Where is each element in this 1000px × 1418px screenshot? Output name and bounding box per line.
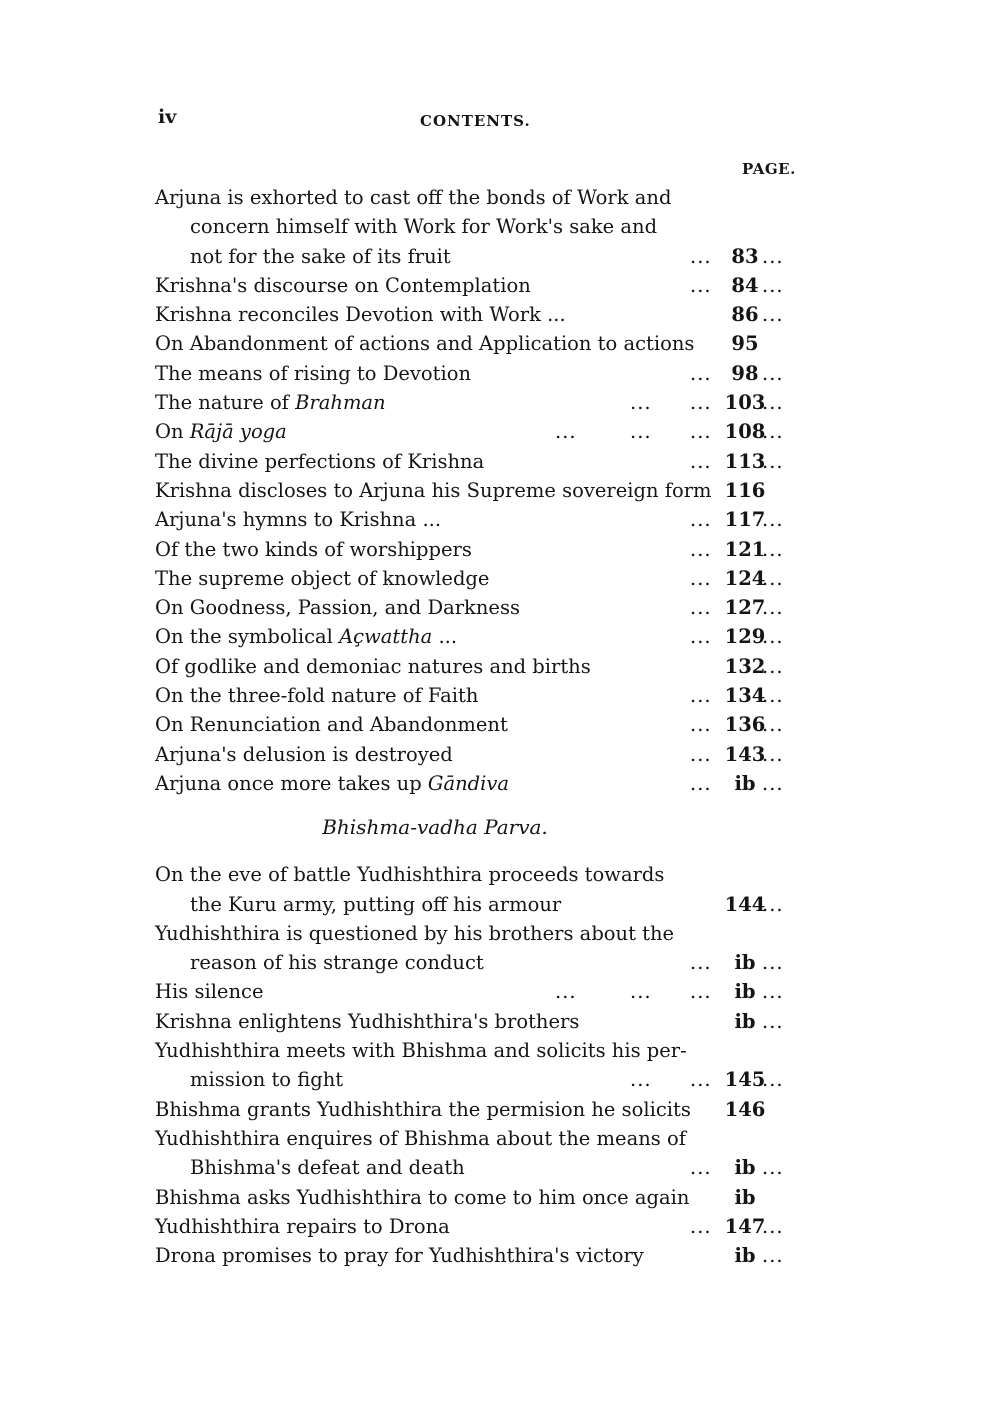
toc-entry-text: Of the two kinds of worshippers ... ... bbox=[155, 535, 785, 564]
toc-entry-text: Of godlike and demoniac natures and births ... bbox=[155, 652, 785, 681]
leader-dots: ... ... bbox=[690, 361, 784, 385]
toc-entry bbox=[155, 417, 785, 446]
toc-page-number: 95 bbox=[731, 332, 759, 356]
toc-entry bbox=[155, 860, 785, 919]
toc-entry bbox=[155, 1212, 785, 1241]
page-column-label: PAGE. bbox=[742, 160, 796, 178]
toc-entry-text: Krishna's discourse on Contemplation ... ... bbox=[155, 271, 785, 300]
leader-dots: ... ... bbox=[690, 508, 784, 532]
toc-entry-text: Arjuna's delusion is destroyed ... ... bbox=[155, 740, 785, 769]
leader-dots: ... ... ... bbox=[630, 391, 784, 415]
toc-entry-text: The supreme object of knowledge ... ... bbox=[155, 564, 785, 593]
toc-entry bbox=[155, 710, 785, 739]
leader-dots: ... ... bbox=[690, 244, 784, 268]
toc-entry-text: The nature of Brahman ... ... ... bbox=[155, 388, 785, 417]
italic-term: Gāndiva bbox=[427, 771, 510, 795]
leader-dots: ... ... bbox=[690, 537, 784, 561]
toc-page-number: 108 bbox=[724, 420, 766, 444]
leader-dots: ... ... ... bbox=[630, 1068, 784, 1092]
toc-entry bbox=[155, 1124, 785, 1183]
toc-page-number: ib bbox=[734, 1156, 756, 1180]
toc-entry-text: Krishna reconciles Devotion with Work ... ... bbox=[155, 300, 785, 329]
table-of-contents bbox=[155, 183, 785, 1270]
italic-term: Açwattha bbox=[339, 625, 433, 649]
toc-entry bbox=[155, 329, 785, 358]
toc-entry bbox=[155, 183, 785, 271]
toc-entry-text: Arjuna once more takes up Gāndiva ... ... bbox=[155, 769, 785, 798]
leader-dots: ... ... bbox=[690, 771, 784, 795]
toc-entry-text: concern himself with Work for Work's sake and bbox=[190, 215, 658, 239]
leader-dots: ... bbox=[762, 654, 784, 678]
leader-dots: ... ... bbox=[690, 566, 784, 590]
toc-entry bbox=[155, 476, 785, 505]
toc-page-number: 132 bbox=[724, 654, 766, 678]
toc-entry bbox=[155, 1183, 785, 1212]
toc-page-number: 83 bbox=[731, 244, 759, 268]
toc-page-number: ib bbox=[734, 1009, 756, 1033]
toc-entry bbox=[155, 977, 785, 1006]
leader-dots: ... bbox=[762, 303, 784, 327]
toc-page-number: 124 bbox=[724, 566, 766, 590]
leader-dots: ... ... bbox=[690, 273, 784, 297]
toc-entry bbox=[155, 359, 785, 388]
toc-entry-text: On the three-fold nature of Faith ... ... bbox=[155, 681, 785, 710]
toc-page-number: 143 bbox=[724, 742, 766, 766]
toc-entry-text: The means of rising to Devotion ... ... bbox=[155, 359, 785, 388]
leader-dots: ... bbox=[762, 1244, 784, 1268]
toc-entry-text: Bhishma grants Yudhishthira the permision he solicits bbox=[155, 1097, 691, 1121]
toc-entry bbox=[155, 681, 785, 710]
toc-page-number: 146 bbox=[724, 1097, 766, 1121]
toc-entry-text: mission to fight ... ... ... bbox=[155, 1065, 785, 1094]
toc-entry-text: Yudhishthira meets with Bhishma and solicits his per- bbox=[155, 1039, 687, 1063]
toc-entry-text: On Abandonment of actions and Application to actions bbox=[155, 332, 695, 356]
toc-entry bbox=[155, 652, 785, 681]
leader-dots: ... bbox=[762, 1009, 784, 1033]
toc-entry-text: On Goodness, Passion, and Darkness ... ... bbox=[155, 593, 785, 622]
toc-page-number: 86 bbox=[731, 303, 759, 327]
leader-dots: ... ... ... ... bbox=[555, 420, 784, 444]
italic-term: Rājā yoga bbox=[189, 420, 287, 444]
toc-page-number: 116 bbox=[724, 478, 766, 502]
toc-page-number: 98 bbox=[731, 361, 759, 385]
toc-entry-text: On Rājā yoga ... ... ... ... bbox=[155, 417, 785, 446]
page-number: iv bbox=[158, 106, 177, 128]
leader-dots: ... ... bbox=[690, 449, 784, 473]
leader-dots: ... ... bbox=[690, 713, 784, 737]
leader-dots: ... ... ... ... bbox=[555, 980, 784, 1004]
toc-page-number: 145 bbox=[724, 1068, 766, 1092]
toc-entry-text: The divine perfections of Krishna ... ... bbox=[155, 447, 785, 476]
toc-page-number: 136 bbox=[724, 713, 766, 737]
toc-entry-text: On the eve of battle Yudhishthira proceeds towards bbox=[155, 863, 665, 887]
toc-entry bbox=[155, 388, 785, 417]
toc-entry-text: Arjuna's hymns to Krishna ... ... ... bbox=[155, 505, 785, 534]
toc-entry-text: Yudhishthira repairs to Drona ... ... bbox=[155, 1212, 785, 1241]
toc-entry-text: On Renunciation and Abandonment ... ... bbox=[155, 710, 785, 739]
toc-entry bbox=[155, 622, 785, 651]
toc-entry-text: Arjuna is exhorted to cast off the bonds of Work and bbox=[155, 186, 672, 209]
toc-entry bbox=[155, 535, 785, 564]
leader-dots: ... ... bbox=[690, 742, 784, 766]
leader-dots: ... ... bbox=[690, 684, 784, 708]
toc-entry bbox=[155, 1095, 785, 1124]
toc-page-number: 147 bbox=[724, 1214, 766, 1238]
toc-page-number: 129 bbox=[724, 625, 766, 649]
toc-entry-text: On the symbolical Açwattha ... ... ... bbox=[155, 622, 785, 651]
toc-entry bbox=[155, 1241, 785, 1270]
toc-page-number: 121 bbox=[724, 537, 766, 561]
toc-page-number: 113 bbox=[724, 449, 766, 473]
toc-entry bbox=[155, 564, 785, 593]
leader-dots: ... ... bbox=[690, 596, 784, 620]
toc-entry-text: Bhishma asks Yudhishthira to come to him once again bbox=[155, 1185, 690, 1209]
toc-entry-text: Yudhishthira enquires of Bhishma about the means of bbox=[155, 1126, 686, 1150]
toc-section-gita bbox=[155, 183, 785, 798]
toc-entry bbox=[155, 593, 785, 622]
leader-dots: ... ... bbox=[690, 1156, 784, 1180]
toc-entry-text: reason of his strange conduct ... ... bbox=[155, 948, 785, 977]
toc-entry-text: not for the sake of its fruit ... ... bbox=[155, 242, 785, 271]
toc-entry-text: Bhishma's defeat and death ... ... bbox=[155, 1153, 785, 1182]
toc-page-number: 84 bbox=[731, 273, 759, 297]
toc-page-number: ib bbox=[734, 1244, 756, 1268]
italic-term: Brahman bbox=[295, 391, 386, 415]
toc-section-bhishma-vadha bbox=[155, 860, 785, 1270]
toc-entry-text: Yudhishthira is questioned by his brothers about the bbox=[155, 921, 675, 945]
toc-page-number: 134 bbox=[724, 684, 766, 708]
toc-page-number: ib bbox=[734, 951, 756, 975]
toc-entry-text: the Kuru army, putting off his armour ... bbox=[155, 890, 785, 919]
section-heading: Bhishma-vadha Parva. bbox=[322, 815, 548, 840]
toc-entry-text: Drona promises to pray for Yudhishthira's victory ... bbox=[155, 1241, 785, 1270]
running-title: CONTENTS. bbox=[420, 112, 531, 130]
leader-dots: ... ... bbox=[690, 951, 784, 975]
toc-entry bbox=[155, 919, 785, 978]
leader-dots: ... ... bbox=[690, 1214, 784, 1238]
toc-page-number: ib bbox=[734, 980, 756, 1004]
toc-entry bbox=[155, 505, 785, 534]
toc-entry-text: Krishna discloses to Arjuna his Supreme sovereign form bbox=[155, 478, 712, 502]
toc-page-number: 127 bbox=[724, 596, 766, 620]
toc-page-number: 144 bbox=[724, 892, 766, 916]
toc-entry bbox=[155, 740, 785, 769]
toc-entry bbox=[155, 1007, 785, 1036]
toc-entry bbox=[155, 300, 785, 329]
toc-entry-text: His silence ... ... ... ... bbox=[155, 977, 785, 1006]
leader-dots: ... ... bbox=[690, 625, 784, 649]
toc-entry bbox=[155, 271, 785, 300]
toc-page-number: ib bbox=[734, 1185, 756, 1209]
toc-page-number: 103 bbox=[724, 391, 766, 415]
leader-dots: ... bbox=[762, 892, 784, 916]
toc-entry bbox=[155, 769, 785, 798]
toc-entry bbox=[155, 1036, 785, 1095]
toc-entry-text: Krishna enlightens Yudhishthira's brothers ... bbox=[155, 1007, 785, 1036]
toc-entry bbox=[155, 447, 785, 476]
toc-page-number: ib bbox=[734, 771, 756, 795]
toc-page-number: 117 bbox=[724, 508, 766, 532]
